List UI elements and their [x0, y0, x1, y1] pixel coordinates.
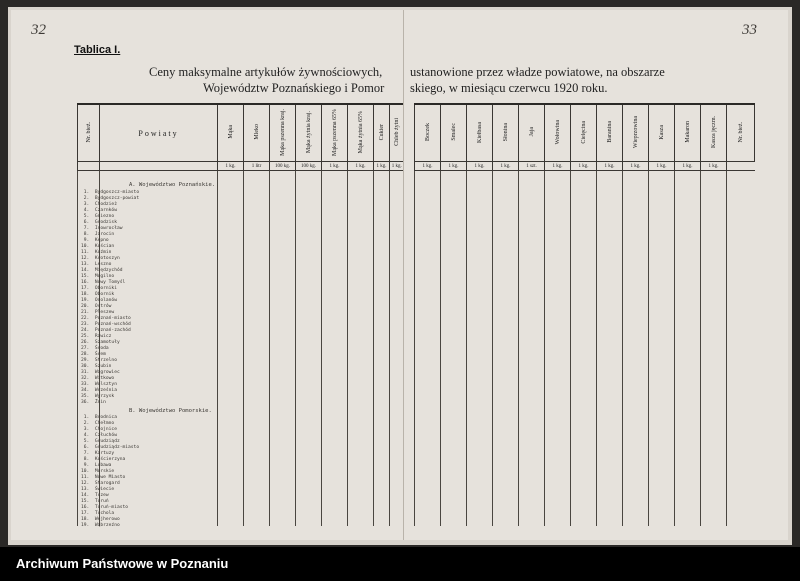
district-row: 3. Chodzież	[81, 202, 117, 207]
column-unit: 1 kg.	[390, 162, 404, 171]
column-unit: 1 kg.	[441, 162, 467, 171]
title-line1-right: ustanowione przez władze powiatowe, na obszarze	[410, 65, 665, 79]
column-header: Wieprzowina	[623, 104, 649, 162]
district-row: 31. Wągrowiec	[81, 370, 120, 375]
district-row: 29. Strzelno	[81, 358, 117, 363]
district-row: 14. Międzychód	[81, 268, 123, 273]
district-row: 6. Grodzisk	[81, 220, 117, 225]
title-line2-right: skiego, w miesiącu czerwcu 1920 roku.	[410, 81, 608, 95]
column-unit: 100 kg.	[296, 162, 322, 171]
column-header: Wołowina	[545, 104, 571, 162]
column-header: Mąka	[218, 104, 244, 162]
district-row: 33. Wolsztyn	[81, 382, 117, 387]
column-header: Mąka pszenna kraj.	[270, 104, 296, 162]
district-row: 24. Poznań-zachód	[81, 328, 131, 333]
column-body	[623, 171, 649, 527]
district-row: 9. Kępno	[81, 238, 109, 243]
district-row: 8. Kościerzyna	[81, 457, 126, 462]
column-body	[390, 171, 404, 527]
district-row: 21. Pleszew	[81, 310, 115, 315]
district-row: 10. Morskie	[81, 469, 115, 474]
column-body	[545, 171, 571, 527]
column-body	[218, 171, 244, 527]
district-row: 23. Poznań-wschód	[81, 322, 131, 327]
page-number-left: 32	[31, 22, 46, 38]
column-header: Mąka pszenna 65%	[322, 104, 348, 162]
district-row: 25. Rawicz	[81, 334, 112, 339]
column-body	[727, 171, 755, 527]
column-body	[597, 171, 623, 527]
archive-name: Archiwum Państwowe w Poznaniu	[16, 556, 229, 571]
district-row: 6. Grudziądz-miasto	[81, 445, 140, 450]
district-list-b	[81, 415, 139, 529]
column-body	[415, 171, 441, 527]
district-row: 13. Leszno	[81, 262, 112, 267]
column-unit: 1 kg.	[597, 162, 623, 171]
district-row: 10. Kościan	[81, 244, 115, 249]
column-unit: 1 kg.	[675, 162, 701, 171]
column-header: Jaja	[519, 104, 545, 162]
district-row: 5. Gniezno	[81, 214, 115, 219]
column-unit: 1 kg.	[218, 162, 244, 171]
column-header: Powiaty	[100, 104, 218, 162]
district-row: 15. Toruń	[81, 499, 109, 504]
district-row: 36. Żnin	[81, 400, 106, 405]
column-body	[649, 171, 675, 527]
section-a-header: A. Województwo Poznańskie.	[129, 182, 216, 188]
column-body	[270, 171, 296, 527]
column-unit: 1 litr	[244, 162, 270, 171]
district-row: 4. Człuchów	[81, 433, 117, 438]
district-row: 18. Obornik	[81, 292, 115, 297]
column-unit: 1 szt.	[519, 162, 545, 171]
district-row: 18. Wejherowo	[81, 517, 120, 522]
column-body	[519, 171, 545, 527]
column-unit	[78, 162, 100, 171]
district-row: 12. Starogard	[81, 481, 120, 486]
district-row: 20. Ostrów	[81, 304, 112, 309]
district-row: 14. Tczew	[81, 493, 109, 498]
column-unit: 1 kg.	[415, 162, 441, 171]
district-row: 5. Grudziądz	[81, 439, 120, 444]
district-row: 22. Poznań-miasto	[81, 316, 131, 321]
right-page	[404, 10, 788, 540]
column-body	[374, 171, 390, 527]
column-header: Mąka żytnia kraj.	[296, 104, 322, 162]
column-unit	[727, 162, 755, 171]
column-unit: 1 kg.	[623, 162, 649, 171]
column-unit: 1 kg.	[493, 162, 519, 171]
column-header: Nr. bież.	[78, 104, 100, 162]
column-header: Kasza	[649, 104, 675, 162]
title-line1-left: Ceny maksymalne artykułów żywnościowych,	[149, 65, 383, 79]
column-header: Mąka żytnia 65%	[348, 104, 374, 162]
left-page	[11, 10, 404, 540]
column-body	[322, 171, 348, 527]
column-body	[244, 171, 270, 527]
district-row: 17. Tuchola	[81, 511, 115, 516]
column-header: Nr. bież.	[727, 104, 755, 162]
column-header: Słonina	[493, 104, 519, 162]
column-header: Smalec	[441, 104, 467, 162]
district-row: 3. Chojnice	[81, 427, 117, 432]
district-row: 34. Września	[81, 388, 117, 393]
district-row: 17. Oborniki	[81, 286, 117, 291]
document-scan	[8, 7, 792, 545]
column-unit: 1 kg.	[701, 162, 727, 171]
page-number-right: 33	[742, 22, 757, 38]
column-body	[493, 171, 519, 527]
column-unit: 1 kg.	[348, 162, 374, 171]
column-header: Mleko	[244, 104, 270, 162]
column-header: Baranina	[597, 104, 623, 162]
district-row: 1. Brodnica	[81, 415, 117, 420]
district-row: 26. Szamotuły	[81, 340, 120, 345]
column-header: Makaron	[675, 104, 701, 162]
column-unit: 1 kg.	[467, 162, 493, 171]
district-row: 30. Szubin	[81, 364, 112, 369]
district-row: 11. Koźmin	[81, 250, 112, 255]
column-unit	[100, 162, 218, 171]
district-row: 35. Wyrzysk	[81, 394, 115, 399]
district-list-a	[81, 190, 139, 406]
district-row: 27. Środa	[81, 346, 109, 351]
district-row: 13. Świecie	[81, 487, 115, 492]
column-body	[467, 171, 493, 527]
column-unit: 1 kg.	[374, 162, 390, 171]
district-row: 8. Jarocin	[81, 232, 115, 237]
district-row: 2. Chełmno	[81, 421, 115, 426]
column-unit: 1 kg.	[571, 162, 597, 171]
column-header: Boczek	[415, 104, 441, 162]
district-row: 11. Nowe Miasto	[81, 475, 126, 480]
column-unit: 1 kg.	[322, 162, 348, 171]
district-row: 16. Toruń-miasto	[81, 505, 129, 510]
column-body	[675, 171, 701, 527]
district-row: 32. Witkowo	[81, 376, 115, 381]
district-row: 1. Bydgoszcz-miasto	[81, 190, 140, 195]
district-row: 7. Inowrocław	[81, 226, 123, 231]
column-header: Cukier	[374, 104, 390, 162]
district-row: 4. Czarnków	[81, 208, 117, 213]
column-header: Kiełbasa	[467, 104, 493, 162]
column-header: Cielęcina	[571, 104, 597, 162]
section-b-header: B. Województwo Pomorskie.	[129, 408, 212, 414]
column-body	[348, 171, 374, 527]
district-row: 9. Lubawa	[81, 463, 112, 468]
column-unit: 1 kg.	[545, 162, 571, 171]
column-body	[571, 171, 597, 527]
district-row: 15. Mogilno	[81, 274, 115, 279]
district-row: 16. Nowy Tomyśl	[81, 280, 126, 285]
district-row: 28. Śrem	[81, 352, 106, 357]
column-unit: 1 kg.	[649, 162, 675, 171]
district-row: 12. Krotoszyn	[81, 256, 120, 261]
column-header: Kasza jęczm.	[701, 104, 727, 162]
district-row: 2. Bydgoszcz-powiat	[81, 196, 140, 201]
district-row: 19. Wąbrzeźno	[81, 523, 120, 528]
column-header: Chleb żytni	[390, 104, 404, 162]
title-line2-left: Województw Poznańskiego i Pomor	[203, 81, 385, 95]
district-row: 19. Odolanów	[81, 298, 117, 303]
district-row: 7. Kartuzy	[81, 451, 115, 456]
column-body	[441, 171, 467, 527]
table-label: Tablica I.	[74, 44, 121, 56]
archive-footer	[0, 547, 800, 581]
price-table-right	[414, 103, 755, 526]
column-body	[296, 171, 322, 527]
column-unit: 100 kg.	[270, 162, 296, 171]
column-body	[701, 171, 727, 527]
